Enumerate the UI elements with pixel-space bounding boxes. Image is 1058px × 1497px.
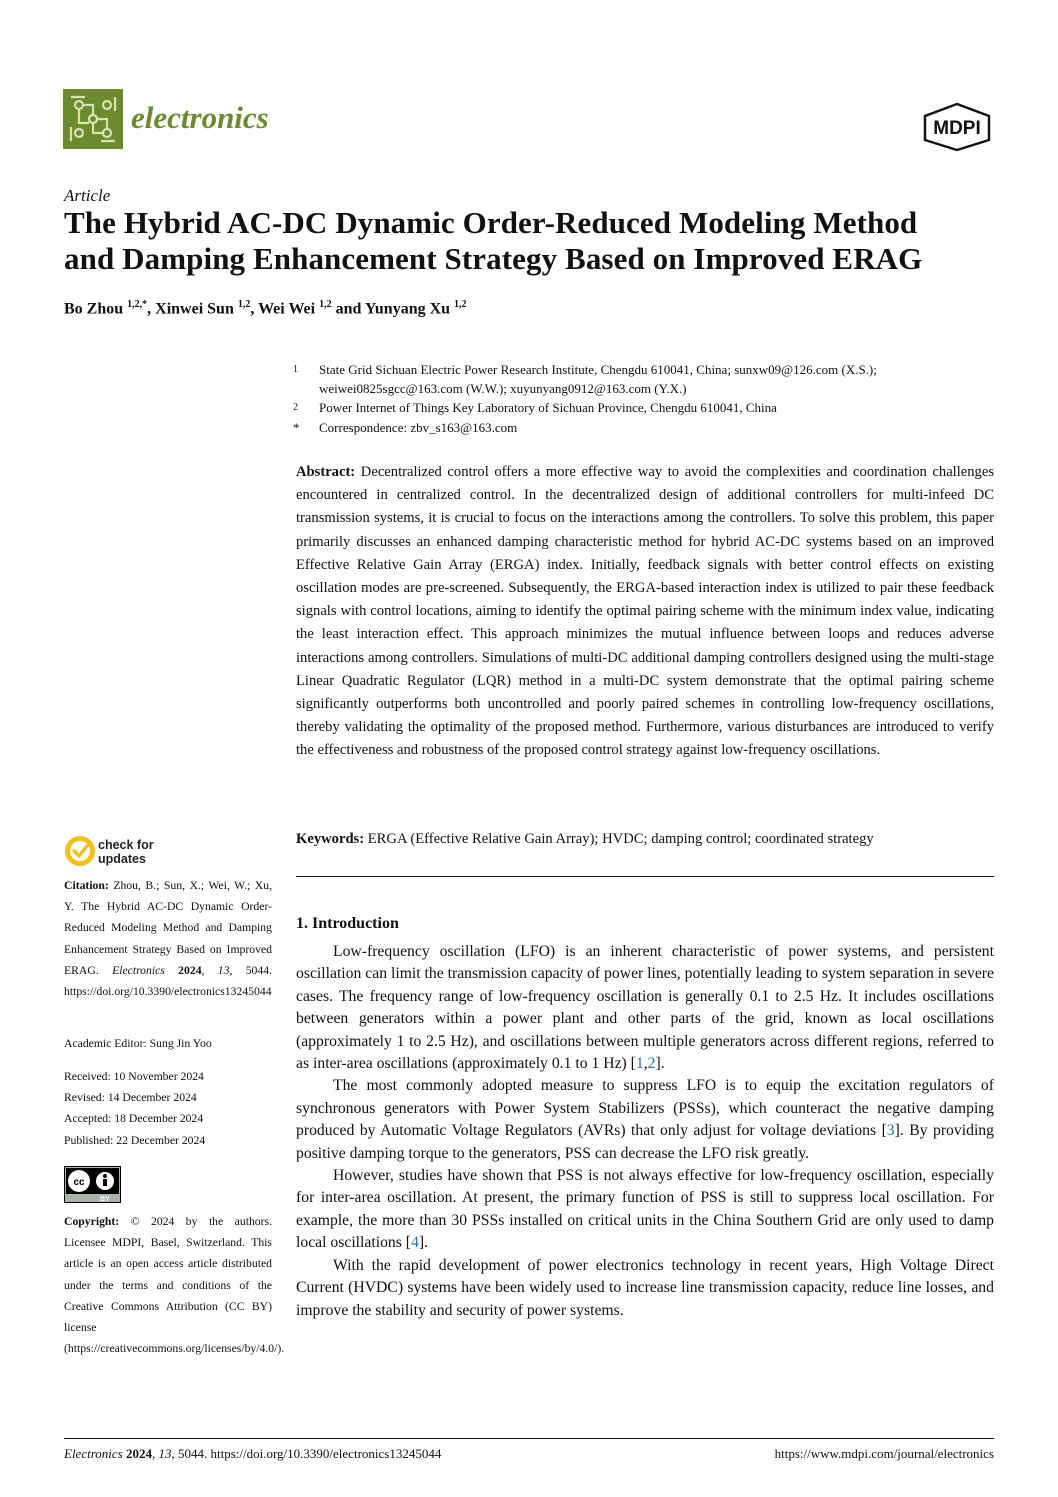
mdpi-logo-icon xyxy=(918,102,996,157)
citation-volume: 13 xyxy=(217,963,230,977)
paragraph xyxy=(296,1075,994,1165)
affiliation-text: State Grid Sichuan Electric Power Research Institute, Chengdu 610041, China; sunxw09@126.com (X.S.); weiwei0825sgcc@163.com (W.W.); xuyunyang0912@163.com (Y.X.) xyxy=(319,362,877,396)
check-for-updates-icon[interactable] xyxy=(64,835,96,872)
paragraph xyxy=(296,1165,994,1255)
citation-block: Citation: Zhou, B.; Sun, X.; Wei, W.; Xu, Y. The Hybrid AC-DC Dynamic Order-Reduced Modeling Method and Damping Enhancement Strategy Based on Improved ERAG. Electronics 2024, 13, 5044. https://doi.org/10.3390/electronics13245044 xyxy=(64,879,273,999)
citation-link[interactable]: 4 xyxy=(411,1234,419,1252)
citation-journal: Electronics xyxy=(112,963,165,977)
cc-by-license-icon[interactable] xyxy=(64,1166,121,1203)
footer-citation: Electronics 2024, 13, 5044. https://doi.org/10.3390/electronics13245044 xyxy=(64,1446,442,1461)
keywords-label: Keywords: xyxy=(296,831,365,847)
citation-year: 2024 xyxy=(178,963,202,977)
journal-name: electronics xyxy=(131,100,269,135)
paragraph-text: ]. By providing positive damping torque to the generators, PSS can decrease the LFO risk greatly. xyxy=(296,1122,994,1162)
affiliation-marker: 2 xyxy=(293,402,298,413)
copyright-text: © 2024 by the authors. Licensee MDPI, Basel, Switzerland. This article is an open access article distributed under the terms and conditions of the Creative Commons Attribution (CC BY) license (https://creativecommons.org/licenses/by/4.0/). xyxy=(64,1215,285,1356)
footer-journal: Electronics xyxy=(64,1446,123,1461)
citation-text: Zhou, B.; Sun, X.; Wei, W.; Xu, Y. The Hybrid AC-DC Dynamic Order-Reduced Modeling Method and Damping Enhancement Strategy Based on Improved ERAG. xyxy=(64,879,273,977)
citation-label: Citation: xyxy=(64,879,109,892)
paragraph-text: The most commonly adopted measure to suppress LFO is to equip the excitation regulators of synchronous generators with Power System Stabilizers (PSSs), which counteract the negative damping produced by Automatic Voltage Regulators (AVRs) that only adjust for voltage deviations [ xyxy=(296,1077,994,1140)
cc-text: cc xyxy=(73,1177,85,1188)
footer-journal-url[interactable]: https://www.mdpi.com/journal/electronics xyxy=(774,1446,994,1461)
article-type: Article xyxy=(64,186,111,205)
author-name[interactable]: Xinwei Sun xyxy=(155,300,234,318)
introduction-body xyxy=(296,941,994,1322)
paragraph-text: With the rapid development of power electronics technology in recent years, High Voltage Direct Current (HVDC) systems have been widely used to increase line transmission capacity, reduce line losses, and improve the stability and security of power systems. xyxy=(296,1256,994,1319)
citation-doi[interactable]: , 5044. https://doi.org/10.3390/electronics13245044 xyxy=(64,963,272,999)
keywords-text: ERGA (Effective Relative Gain Array); HVDC; damping control; coordinated strategy xyxy=(367,831,874,847)
paper-title xyxy=(64,205,1004,277)
author-separator: and xyxy=(331,300,365,318)
academic-editor: Academic Editor: Sung Jin Yoo xyxy=(64,1037,212,1050)
revised-date: Revised: 14 December 2024 xyxy=(64,1091,197,1105)
check-line-2: updates xyxy=(98,852,146,866)
citation-link[interactable]: 2 xyxy=(647,1055,656,1073)
section-divider xyxy=(296,876,994,877)
author-name[interactable]: Yunyang Xu xyxy=(364,300,451,318)
correspondence xyxy=(293,418,1003,438)
correspondence-text: Correspondence: zbv_s163@163.com xyxy=(319,420,518,435)
paragraph xyxy=(296,941,994,1075)
by-text: BY xyxy=(100,1196,110,1203)
affiliation-marker: 1 xyxy=(293,364,298,375)
footer-year: 2024 xyxy=(125,1446,152,1461)
section-heading: 1. Introduction xyxy=(296,915,399,932)
keywords xyxy=(296,828,994,850)
published-date: Published: 22 December 2024 xyxy=(64,1133,206,1147)
copyright-block xyxy=(64,1211,285,1359)
paragraph-text: Low-frequency oscillation (LFO) is an inherent characteristic of power systems, and persistent oscillation can limit the transmission capacity of power lines, potentially leading to system separation in severe cases. The frequency range of low-frequency oscillation is generally 0.1 to 2.5 Hz. It includes oscillations between generators within a power plant and other parts of the grid, known as local oscillations (approximately 1 to 2.5 Hz), and oscillations between multiple generators across different regions, referred to as inter-area oscillations (approximately 0.1 to 1 Hz) [ xyxy=(296,943,994,1073)
check-line-1: check for xyxy=(98,838,154,852)
paragraph xyxy=(296,1255,994,1322)
paragraph-text: , xyxy=(643,1055,648,1073)
footer-volume: 13 xyxy=(158,1446,172,1461)
author-affiliation-marker: 1,2 xyxy=(237,299,251,310)
affiliation-1 xyxy=(293,360,1003,400)
citation-link[interactable]: 1 xyxy=(635,1055,644,1073)
accepted-date: Accepted: 18 December 2024 xyxy=(64,1112,204,1126)
citation-link[interactable]: 3 xyxy=(886,1122,895,1140)
footer-doi[interactable]: , 5044. https://doi.org/10.3390/electronics13245044 xyxy=(171,1446,442,1461)
abstract xyxy=(296,461,994,763)
author-affiliation-marker: 1,2,* xyxy=(127,299,148,310)
author-name[interactable]: Wei Wei xyxy=(258,300,316,318)
footer-divider xyxy=(64,1438,994,1439)
author-affiliation-marker: 1,2 xyxy=(454,299,467,310)
abstract-label: Abstract: xyxy=(296,464,356,480)
mdpi-logo-text: MDPI xyxy=(933,118,981,139)
abstract-text: Decentralized control offers a more effective way to avoid the complexities and coordination challenges encountered in centralized control. In the decentralized design of additional controllers for multi-infeed DC transmission systems, it is crucial to focus on the interactions among the controllers. To solve this problem, this paper primarily discusses an enhanced damping characteristic method for hybrid AC-DC systems based on an improved Effective Relative Gain Array (ERGA) index. Initially, feedback signals with better control effects on existing oscillation modes are pre-screened. Subsequently, the ERGA-based interaction index is utilized to pair these feedback signals with control locations, aiming to identify the optimal pairing scheme with the minimum index value, indicating the least interaction effect. This approach minimizes the mutual influence between loops and reduces adverse interactions among controllers. Simulations of multi-DC additional damping controllers designed using the multi-stage Linear Quadratic Regulator (LQR) method in a multi-DC system demonstrate that the optimal pairing scheme significantly outperforms both uncontrolled and poorly paired schemes in controlling low-frequency oscillations, thereby validating the optimality of the proposed method. Furthermore, various disturbances are introduced to verify the effectiveness and robustness of the proposed control strategy against low-frequency oscillations. xyxy=(296,464,995,759)
author-list xyxy=(64,299,467,318)
copyright-label: Copyright: xyxy=(64,1215,120,1228)
affiliation-2 xyxy=(293,398,1003,418)
author-separator: , xyxy=(250,300,259,318)
paragraph-text: However, studies have shown that PSS is not always effective for low-frequency oscillation, especially for inter-area oscillation. At present, the primary function of PSS is still to suppress local oscillation. For example, the more than 30 PSSs installed on critical units in the China Southern Grid are only used to damp local oscillations [ xyxy=(296,1167,994,1252)
title-line-1: The Hybrid AC-DC Dynamic Order-Reduced Modeling Method xyxy=(64,205,918,240)
title-line-2: and Damping Enhancement Strategy Based on Improved ERAG xyxy=(64,241,923,276)
check-for-updates-label[interactable] xyxy=(98,838,154,866)
journal-logo-icon xyxy=(63,89,123,149)
dates-block xyxy=(64,1066,272,1151)
received-date: Received: 10 November 2024 xyxy=(64,1070,204,1083)
affiliation-text: Power Internet of Things Key Laboratory of Sichuan Province, Chengdu 610041, China xyxy=(319,400,777,415)
author-affiliation-marker: 1,2 xyxy=(319,299,332,310)
correspondence-marker: * xyxy=(293,420,300,435)
paragraph-text: ]. xyxy=(418,1234,429,1252)
author-separator: , xyxy=(147,300,156,318)
paragraph-text: ]. xyxy=(655,1055,665,1073)
author-name[interactable]: Bo Zhou xyxy=(64,300,124,318)
